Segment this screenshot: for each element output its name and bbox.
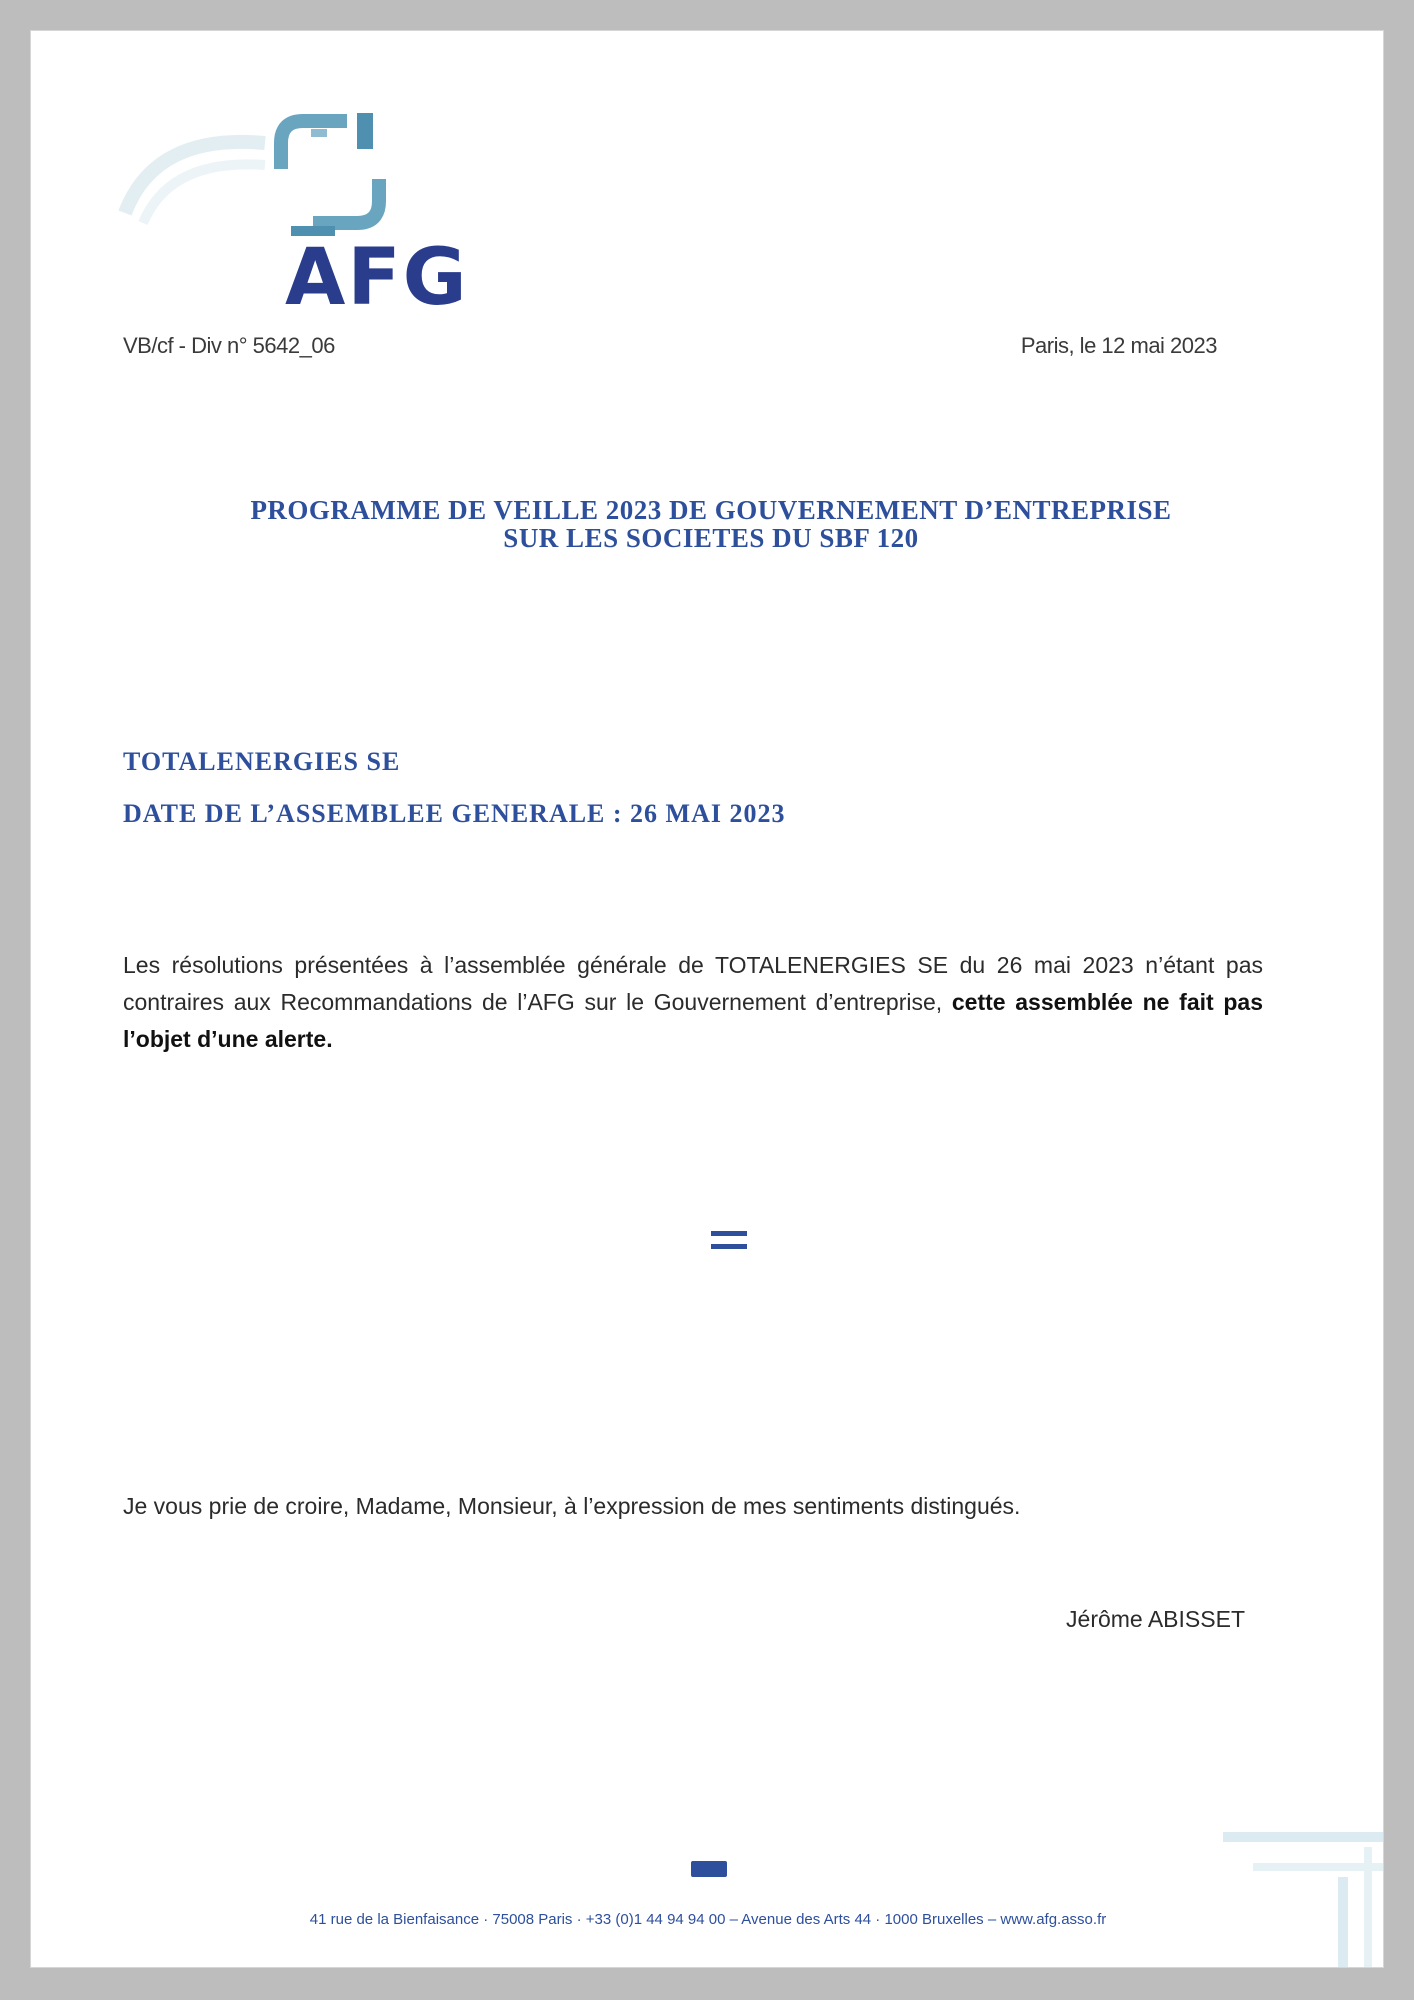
section-separator — [711, 1231, 747, 1249]
signature-name: Jérôme ABISSET — [1066, 1606, 1245, 1632]
reference-number: VB/cf - Div n° 5642_06 — [123, 333, 335, 358]
letter-date: Paris, le 12 mai 2023 — [1020, 333, 1217, 358]
document-title-line-1: PROGRAMME DE VEILLE 2023 DE GOUVERNEMENT D’ENTREPRISE — [250, 495, 1172, 525]
footer-mark — [691, 1861, 727, 1877]
alert-statement: cette assemblée ne fait pas l’objet d’une alerte. — [123, 989, 1263, 1052]
paragraph-text: Les résolutions présentées à l’assemblée générale de TOTALENERGIES SE du 26 mai 2023 n’étant pas contraires aux Recommandations de l’AFG sur le Gouvernement d’entreprise, — [123, 952, 1263, 1015]
company-name: TOTALENERGIES SE — [123, 747, 401, 776]
corner-decoration-icon — [1223, 1817, 1383, 1967]
footer-address: 41 rue de la Bienfaisance · 75008 Paris · +33 (0)1 44 94 94 00 – Avenue des Arts 44 · 1000 Bruxelles – www.afg.asso.fr — [309, 1911, 1107, 1928]
afg-logo — [115, 103, 495, 333]
closing-formula: Je vous prie de croire, Madame, Monsieur, à l’expression de mes sentiments distingués. — [123, 1493, 1021, 1519]
document-page — [30, 30, 1384, 1968]
document-title-line-2: SUR LES SOCIETES DU SBF 120 — [503, 523, 919, 553]
resolution-paragraph — [123, 947, 1263, 1058]
afg-wordmark: AFG — [285, 233, 469, 323]
meeting-date: DATE DE L’ASSEMBLEE GENERALE : 26 MAI 2023 — [123, 799, 786, 828]
